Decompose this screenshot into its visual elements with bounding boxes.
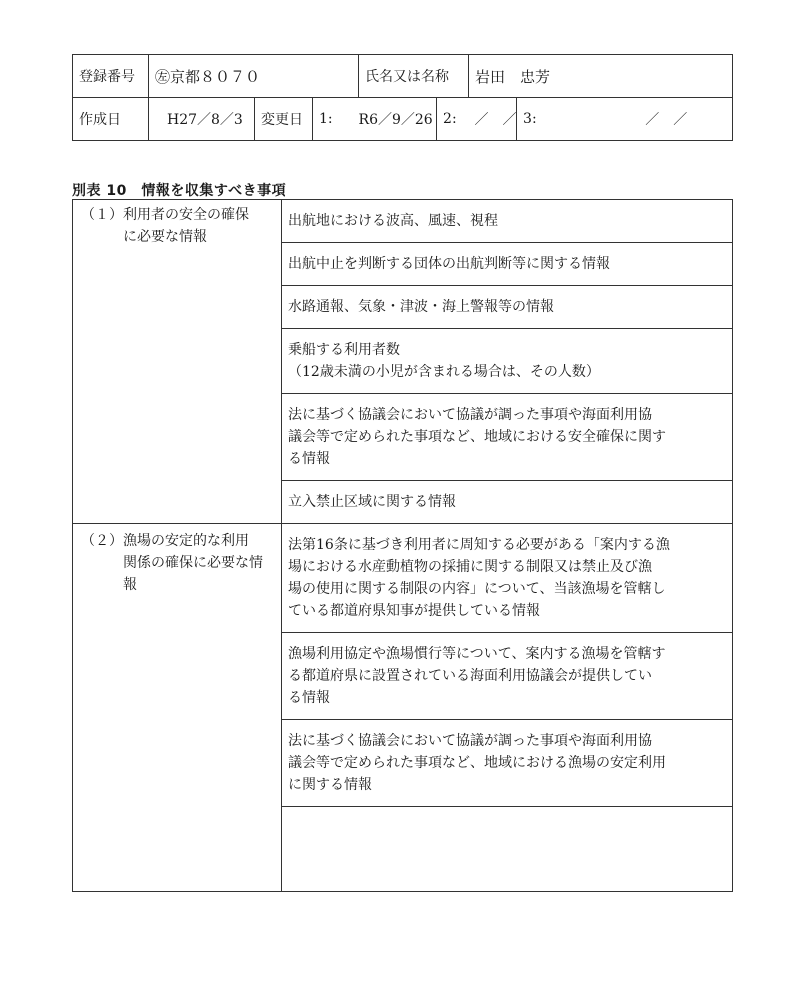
list-item-line: 法に基づく協議会において協議が調った事項や海面利用協: [288, 407, 652, 423]
registration-header-table: [72, 54, 733, 141]
list-item-line: （12歳未満の小児が含まれる場合は、その人数）: [288, 364, 600, 380]
information-items-table: [72, 199, 733, 892]
name-label: 氏名又は名称: [359, 55, 469, 98]
created-date-label: 作成日: [73, 98, 149, 141]
list-item: [282, 329, 733, 394]
list-item: 水路通報、気象・津波・海上警報等の情報: [282, 286, 733, 329]
list-item-line: に関する情報: [288, 777, 372, 793]
list-item-line: る情報: [288, 451, 330, 467]
category-fishing-ground: [73, 524, 282, 892]
change-1-number: 1:: [313, 98, 359, 141]
list-item: [282, 720, 733, 807]
name-value: 岩田 忠芳: [469, 55, 733, 98]
category-title: （２）漁場の安定的な利用: [81, 533, 249, 549]
list-item-line: 法に基づく協議会において協議が調った事項や海面利用協: [288, 733, 652, 749]
list-item-line: 法第16条に基づき利用者に周知する必要がある「案内する漁: [288, 537, 670, 553]
category-title: （１）利用者の安全の確保: [81, 207, 249, 223]
list-item: 出航地における波高、風速、視程: [282, 200, 733, 243]
list-item: 立入禁止区域に関する情報: [282, 481, 733, 524]
list-item-line: 場における水産動植物の採捕に関する制限又は禁止及び漁: [288, 559, 652, 575]
registration-number-label: 登録番号: [73, 55, 149, 98]
list-item-line: 漁場利用協定や漁場慣行等について、案内する漁場を管轄す: [288, 646, 666, 662]
list-item: [282, 524, 733, 633]
category-title-cont: 報: [123, 577, 137, 593]
category-title-cont: 関係の確保に必要な情: [123, 555, 263, 571]
change-2-number: 2:: [437, 98, 469, 141]
category-user-safety: [73, 200, 282, 524]
list-item-line: 乗船する利用者数: [288, 342, 400, 358]
appendix-title: 別表 10 情報を収集すべき事項: [72, 183, 287, 199]
list-item: [282, 633, 733, 720]
list-item-line: る情報: [288, 690, 330, 706]
list-item-line: る都道府県に設置されている海面利用協議会が提供してい: [288, 668, 652, 684]
change-1-value: R6／9／26: [359, 98, 437, 141]
list-item: 出航中止を判断する団体の出航判断等に関する情報: [282, 243, 733, 286]
list-item: [282, 394, 733, 481]
created-date-value: H27／8／3: [149, 98, 255, 141]
empty-row: [282, 807, 733, 892]
change-3-value: ／ ／: [601, 98, 733, 141]
list-item-line: 場の使用に関する制限の内容」について、当該漁場を管轄し: [288, 581, 666, 597]
list-item-line: 議会等で定められた事項など、地域における漁場の安定利用: [288, 755, 666, 771]
change-3-number: 3:: [517, 98, 601, 141]
list-item-line: 議会等で定められた事項など、地域における安全確保に関す: [288, 429, 666, 445]
list-item-line: ている都道府県知事が提供している情報: [288, 603, 540, 619]
change-2-value: ／ ／: [469, 98, 517, 141]
registration-number-value: ㊧京都８０７０: [149, 55, 359, 98]
changed-date-label: 変更日: [255, 98, 313, 141]
category-title-cont: に必要な情報: [123, 229, 207, 245]
